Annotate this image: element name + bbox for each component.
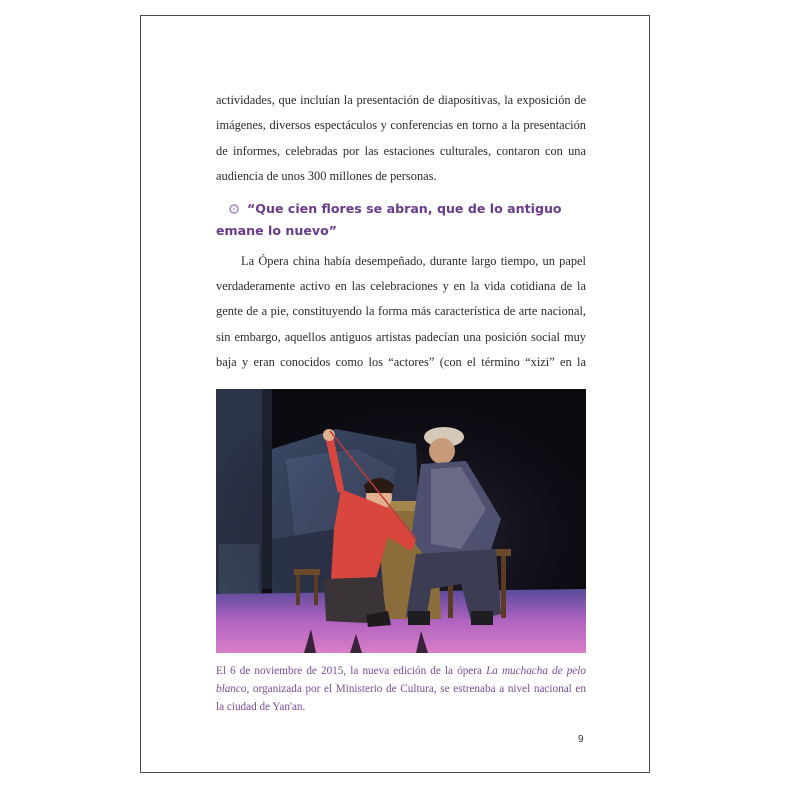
section-heading (216, 198, 586, 242)
page-number: 9 (578, 734, 584, 745)
main-text (216, 88, 586, 376)
body-paragraph-1: actividades, que incluían la presentación de diapositivas, la exposición de imágenes, diversos espectáculos y conferencias en torno a la presentación de informes, celebradas por las estaciones culturales, contaron con una audiencia de unos 300 millones de personas. (216, 93, 586, 184)
caption-text-after: , organizada por el Ministerio de Cultura, se estrenaba a nivel nacional en la ciudad de Yan'an. (216, 683, 586, 714)
caption-text-before: El 6 de noviembre de 2015, la nueva edición de la ópera (216, 665, 487, 677)
opera-stage-illustration (216, 389, 586, 653)
body-paragraph-2: La Ópera china había desempeñado, durante largo tiempo, un papel verdaderamente activo en las celebraciones y en la vida cotidiana de la gente de a pie, constituyendo la forma más característica de arte nacional, sin embargo, aquellos antiguos artistas padecían una posición social muy baja y eran conocidos como los “actores” (con el término “xizi” en la (216, 253, 586, 370)
opera-photo (216, 389, 586, 653)
circle-bullet-icon (229, 204, 239, 214)
section-heading-text: “Que cien flores se abran, que de lo antiguo emane lo nuevo” (216, 200, 562, 238)
book-page (140, 15, 650, 773)
caption-opera-title: La muchacha de pelo blanco (216, 665, 586, 696)
photo-caption (216, 662, 586, 717)
